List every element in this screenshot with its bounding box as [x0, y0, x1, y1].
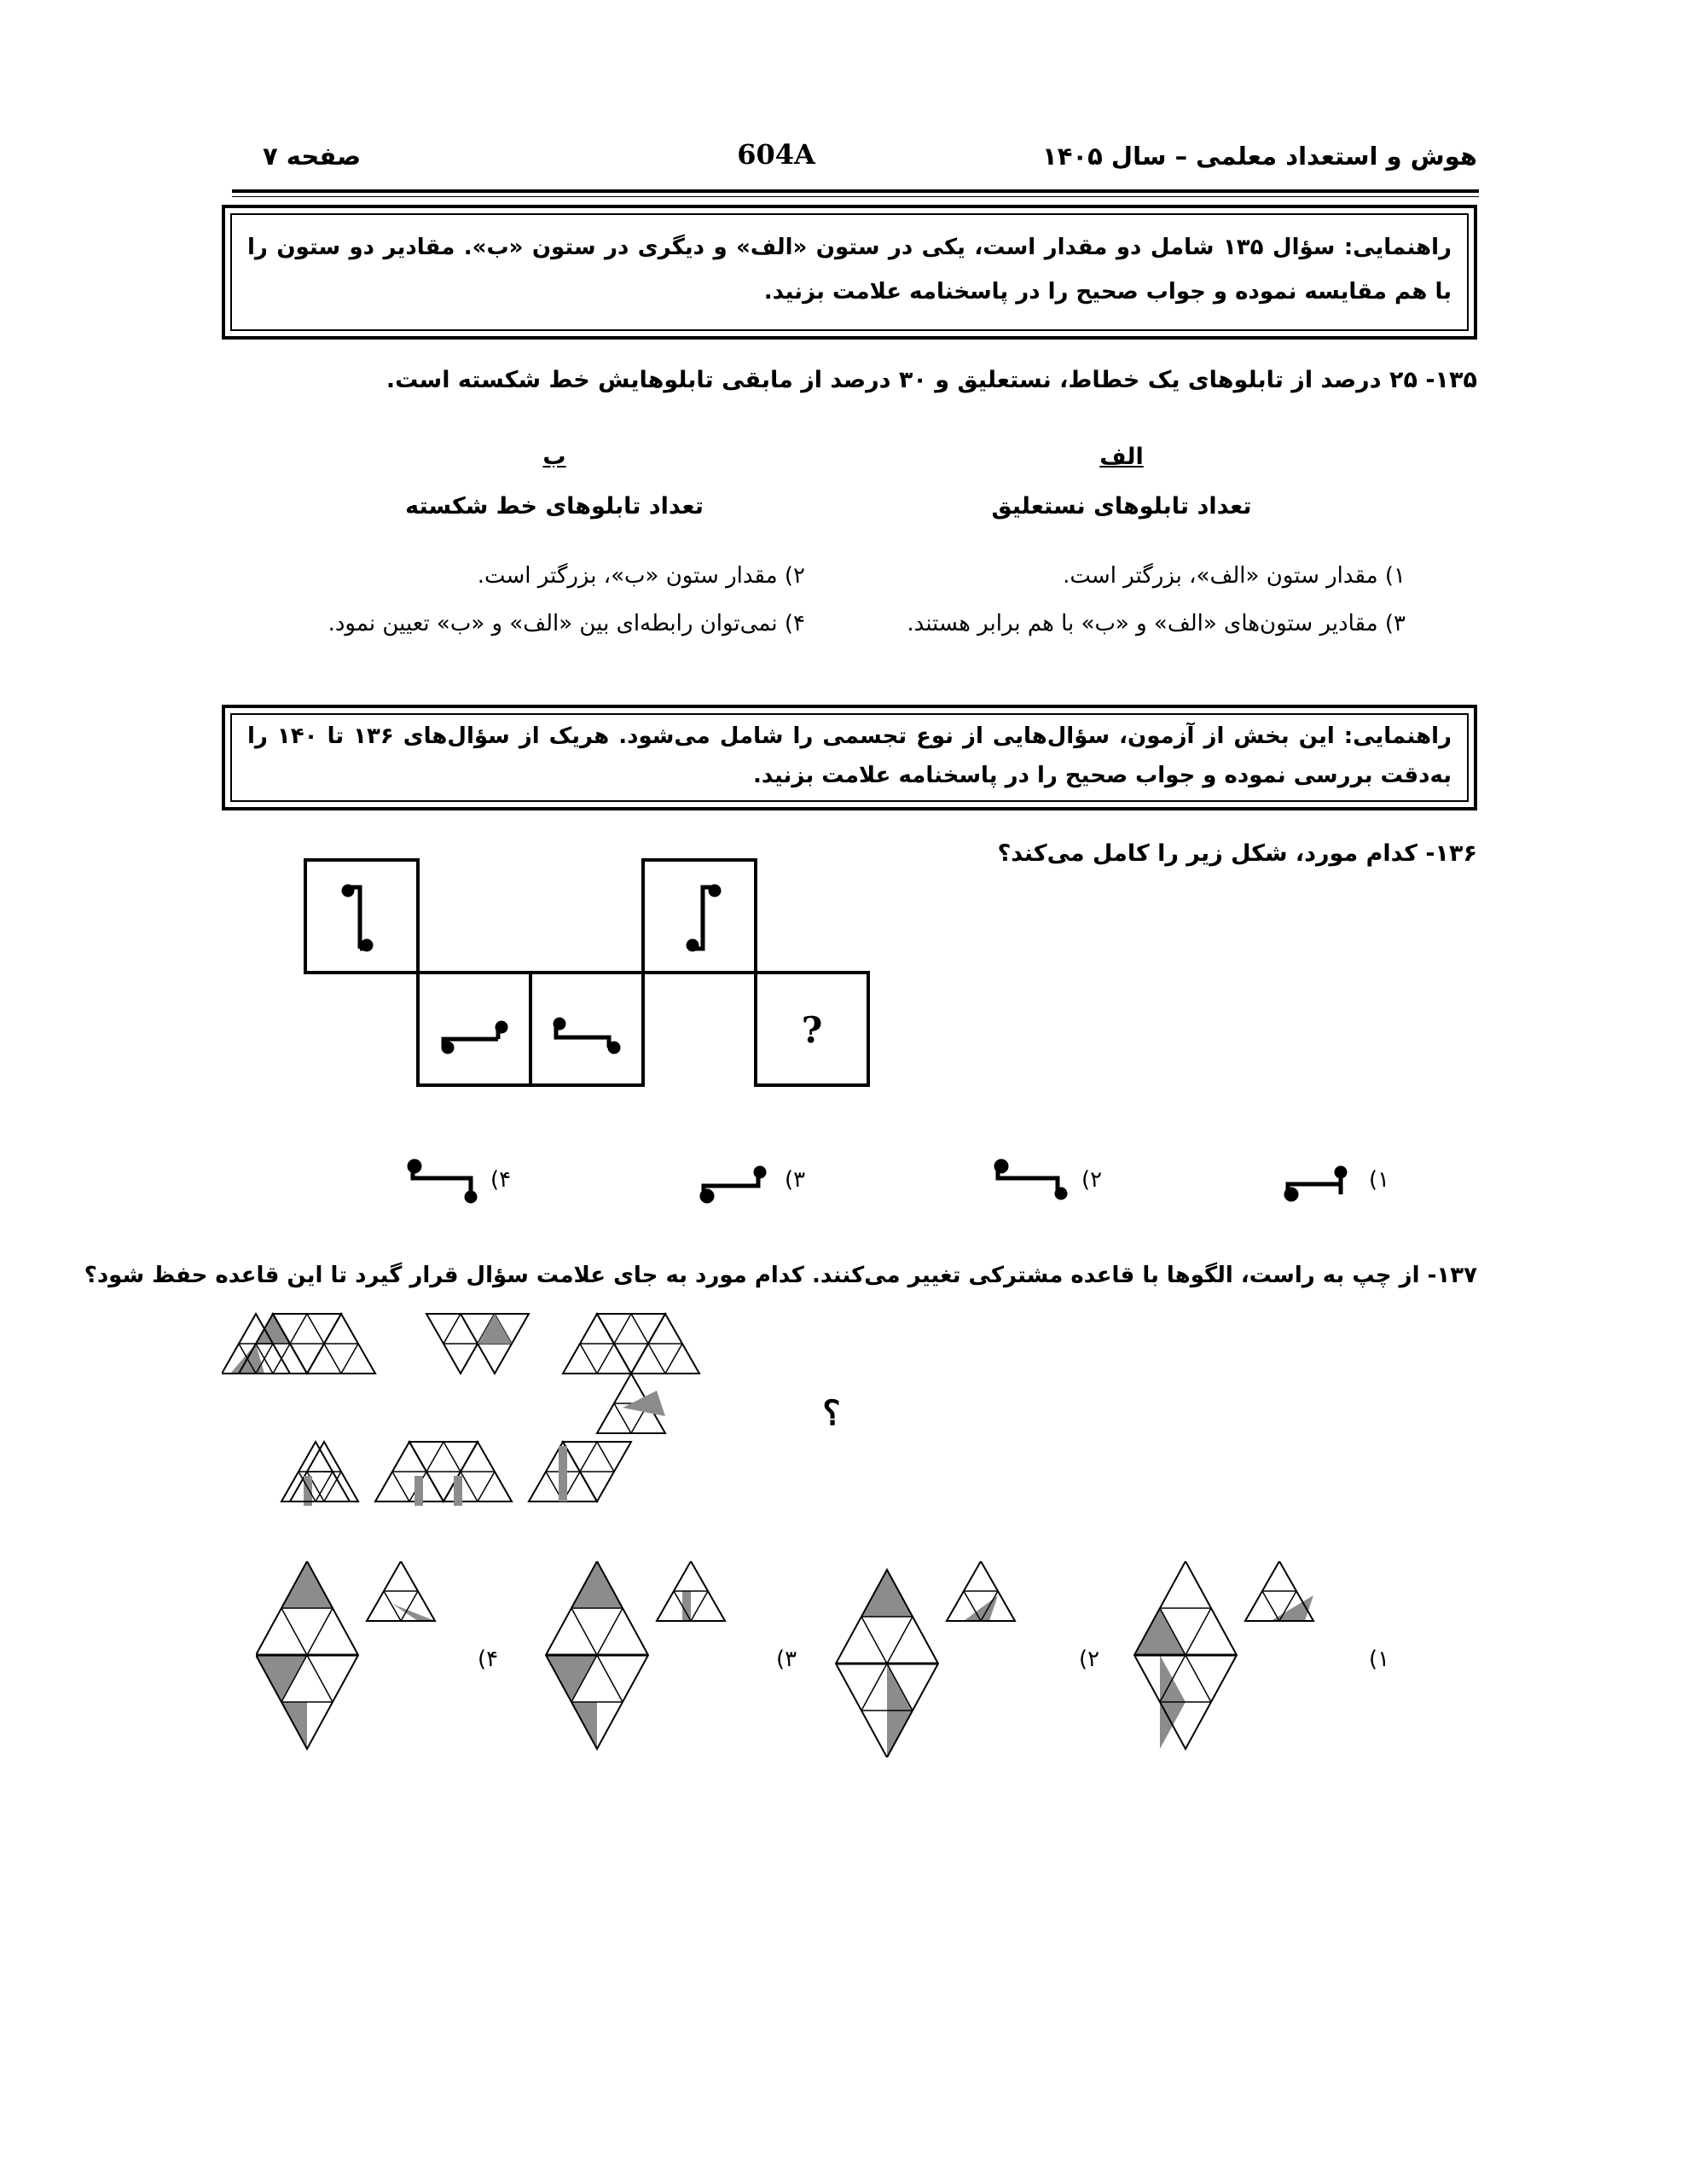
q136-option-1-symbol[interactable]	[1279, 1160, 1356, 1203]
header-rule-thin	[232, 196, 1479, 197]
q137-pattern-3	[529, 1314, 699, 1502]
header-rule	[232, 189, 1479, 193]
pattern-symbol-3	[555, 1019, 618, 1052]
column-b-title: تعداد تابلوهای خط شکسته	[405, 493, 704, 520]
q137-sequence-figure	[222, 1305, 870, 1527]
q137-option-label-3[interactable]: (۳	[776, 1647, 797, 1672]
pattern-symbol-4	[688, 886, 719, 950]
q137-pattern-1	[222, 1314, 375, 1506]
q136-option-3-symbol[interactable]	[695, 1160, 780, 1207]
column-b-letter: ب	[542, 444, 566, 470]
q137-option-label-2[interactable]: (۲	[1079, 1647, 1100, 1672]
q137-option-label-1[interactable]: (۱	[1369, 1647, 1390, 1672]
page-number: صفحه ۷	[263, 142, 362, 171]
guide-text-135: راهنمایی: سؤال ۱۳۵ شامل دو مقدار است، یکی در ستون «الف» و دیگری در ستون «ب». مقادیر دو ستون را با هم مقایسه نموده و جواب صحیح را در پاسخنامه علامت بزنید.	[247, 235, 1452, 305]
q137-options-figure	[256, 1561, 1390, 1757]
pattern-symbol-2	[443, 1023, 506, 1052]
q137-pattern-2	[375, 1314, 529, 1506]
q136-option-label-1[interactable]: (۱	[1369, 1167, 1390, 1193]
booklet-code: 604A	[737, 138, 815, 171]
q137-question-mark: ؟	[822, 1393, 841, 1433]
q135-option-3: ۳) مقادیر ستون‌های «الف» و «ب» با هم برابر هستند.	[907, 611, 1406, 636]
q137-option-4-figure	[256, 1561, 435, 1749]
q137-option-1-figure	[1134, 1561, 1313, 1749]
q136-option-label-3[interactable]: (۳	[785, 1167, 806, 1193]
q137-option-label-4[interactable]: (۴	[478, 1647, 499, 1672]
question-136-text: ۱۳۶- کدام مورد، شکل زیر را کامل می‌کند؟	[997, 840, 1477, 867]
column-a-title: تعداد تابلوهای نستعلیق	[991, 493, 1252, 520]
pattern-cell-2	[418, 973, 530, 1085]
question-137-text: ۱۳۷- از چپ به راست، الگوها با قاعده مشترکی تغییر می‌کنند. کدام مورد به جای علامت سؤال قرار گیرد تا این قاعده حفظ شود؟	[84, 1263, 1477, 1288]
column-a-letter: الف	[1099, 444, 1144, 470]
pattern-cell-4	[643, 860, 756, 973]
pattern-question-mark: ?	[801, 1009, 823, 1051]
q136-option-2-symbol[interactable]	[989, 1156, 1075, 1203]
question-135-text: ۱۳۵- ۲۵ درصد از تابلوهای یک خطاط، نستعلیق و ۳۰ درصد از مابقی تابلوهایش خط شکسته است.	[386, 367, 1477, 393]
exam-title: هوش و استعداد معلمی – سال ۱۴۰۵	[1042, 142, 1477, 171]
q137-option-2-figure	[836, 1561, 1015, 1757]
q136-pattern-figure	[299, 853, 878, 1101]
q135-option-4: ۴) نمی‌توان رابطه‌ای بین «الف» و «ب» تعیین نمود.	[328, 611, 805, 636]
q135-option-1: ۱) مقدار ستون «الف»، بزرگتر است.	[1063, 563, 1406, 589]
guide-box-135	[222, 205, 1477, 340]
q136-option-4-symbol[interactable]	[401, 1156, 486, 1207]
q137-option-3-figure	[546, 1561, 725, 1749]
pattern-cell-3	[530, 973, 643, 1085]
q135-option-2: ۲) مقدار ستون «ب»، بزرگتر است.	[477, 563, 805, 589]
q136-option-label-2[interactable]: (۲	[1081, 1167, 1103, 1193]
guide-text-136-140: راهنمایی: این بخش از آزمون، سؤال‌هایی از نوع تجسمی را شامل می‌شود. هریک از سؤال‌های ۱۳۶ تا ۱۴۰ را به‌دقت بررسی نموده و جواب صحیح را در پاسخنامه علامت بزنید.	[247, 723, 1452, 788]
q136-option-label-4[interactable]: (۴	[490, 1167, 512, 1193]
pattern-symbol-1	[344, 886, 371, 950]
guide-box-136-140	[222, 705, 1477, 810]
